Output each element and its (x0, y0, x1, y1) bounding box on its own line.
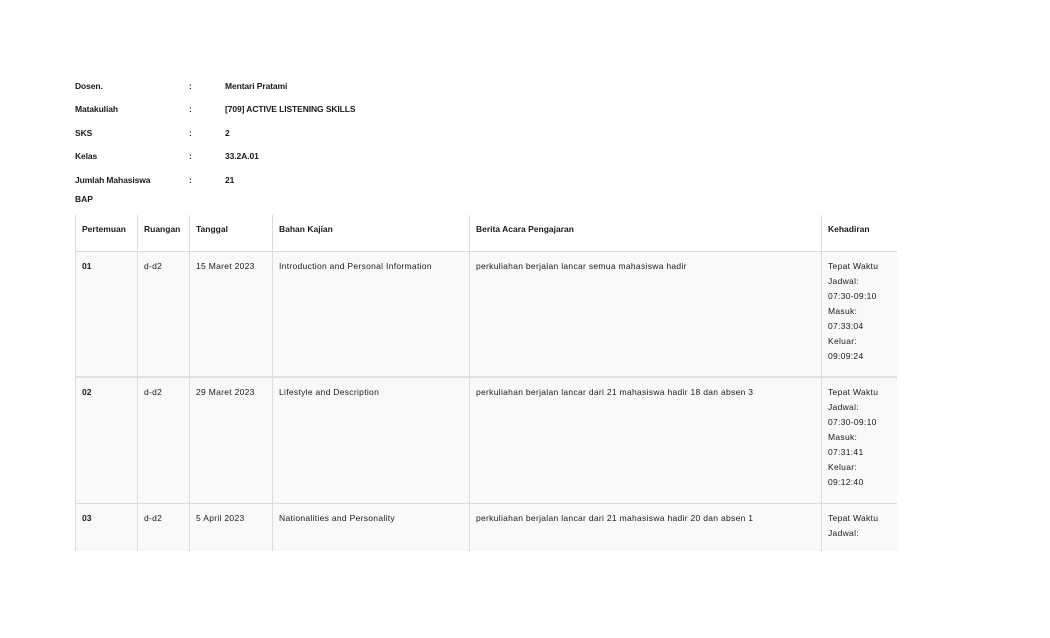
info-row-matakuliah (75, 98, 355, 122)
table-row (76, 377, 898, 503)
kehadiran-keluar-value: 09:09:24 (828, 350, 864, 361)
header-bahan-kajian: Bahan Kajian (273, 215, 470, 251)
header-pertemuan: Pertemuan (76, 215, 138, 251)
info-separator: : (189, 174, 192, 185)
kehadiran-status: Tepat Waktu (828, 512, 879, 523)
lecturer-info (75, 74, 355, 192)
kehadiran-status: Tepat Waktu (828, 260, 879, 271)
cell-tanggal: 29 Maret 2023 (190, 377, 273, 503)
cell-ruangan: d-d2 (138, 377, 190, 503)
cell-pertemuan: 02 (76, 377, 138, 503)
cell-berita-acara: perkuliahan berjalan lancar dari 21 mahasiswa hadir 20 dan absen 1 (470, 503, 822, 551)
cell-pertemuan: 01 (76, 251, 138, 377)
info-separator: : (189, 80, 192, 91)
table-row (76, 503, 898, 551)
kehadiran-masuk-value: 07:31:41 (828, 447, 864, 457)
bap-heading: BAP (75, 194, 93, 204)
info-value: [709] ACTIVE LISTENING SKILLS (225, 104, 356, 115)
cell-kehadiran (822, 377, 898, 503)
cell-kehadiran (822, 251, 898, 377)
cell-tanggal: 15 Maret 2023 (190, 251, 273, 377)
kehadiran-masuk-label: Masuk: (828, 432, 858, 442)
bap-table (75, 215, 897, 551)
kehadiran-jadwal-label: Jadwal: (828, 527, 859, 538)
info-separator: : (189, 127, 192, 138)
info-value: 33.2A.01 (225, 151, 259, 162)
info-label: Matakuliah (75, 104, 118, 115)
info-separator: : (189, 151, 192, 162)
info-value: Mentari Pratami (225, 80, 288, 91)
cell-tanggal: 5 April 2023 (190, 503, 273, 551)
info-label: Jumlah Mahasiswa (75, 174, 151, 185)
info-label: Dosen. (75, 80, 103, 91)
bap-table-container (75, 215, 897, 551)
header-ruangan: Ruangan (138, 215, 190, 251)
kehadiran-masuk-label: Masuk: (828, 305, 858, 316)
header-berita-acara: Berita Acara Pengajaran (470, 215, 822, 251)
kehadiran-jadwal-value: 07:30-09:10 (828, 290, 877, 301)
info-row-jumlah-mahasiswa (75, 168, 355, 192)
kehadiran-keluar-label: Keluar: (828, 462, 858, 472)
info-label: SKS (75, 127, 93, 138)
info-label: Kelas (75, 151, 98, 162)
kehadiran-jadwal-label: Jadwal: (828, 402, 859, 412)
kehadiran-masuk-value: 07:33:04 (828, 320, 864, 331)
kehadiran-keluar-value: 09:12:40 (828, 477, 864, 487)
cell-ruangan: d-d2 (138, 503, 190, 551)
cell-bahan-kajian: Lifestyle and Description (273, 377, 470, 503)
kehadiran-status: Tepat Waktu (828, 387, 879, 397)
info-row-sks (75, 121, 355, 145)
cell-berita-acara: perkuliahan berjalan lancar semua mahasiswa hadir (470, 251, 822, 377)
info-row-kelas (75, 145, 355, 169)
kehadiran-jadwal-value: 07:30-09:10 (828, 417, 877, 427)
table-row (76, 251, 898, 377)
info-row-dosen (75, 74, 355, 98)
table-header-row (76, 215, 898, 251)
header-tanggal: Tanggal (190, 215, 273, 251)
cell-kehadiran (822, 503, 898, 551)
info-separator: : (189, 104, 192, 115)
info-value: 21 (225, 174, 235, 185)
header-kehadiran: Kehadiran (822, 215, 898, 251)
kehadiran-keluar-label: Keluar: (828, 335, 858, 346)
cell-berita-acara: perkuliahan berjalan lancar dari 21 mahasiswa hadir 18 dan absen 3 (470, 377, 822, 503)
cell-ruangan: d-d2 (138, 251, 190, 377)
cell-pertemuan: 03 (76, 503, 138, 551)
cell-bahan-kajian: Nationalities and Personality (273, 503, 470, 551)
cell-bahan-kajian: Introduction and Personal Information (273, 251, 470, 377)
info-value: 2 (225, 127, 230, 138)
kehadiran-jadwal-label: Jadwal: (828, 275, 859, 286)
